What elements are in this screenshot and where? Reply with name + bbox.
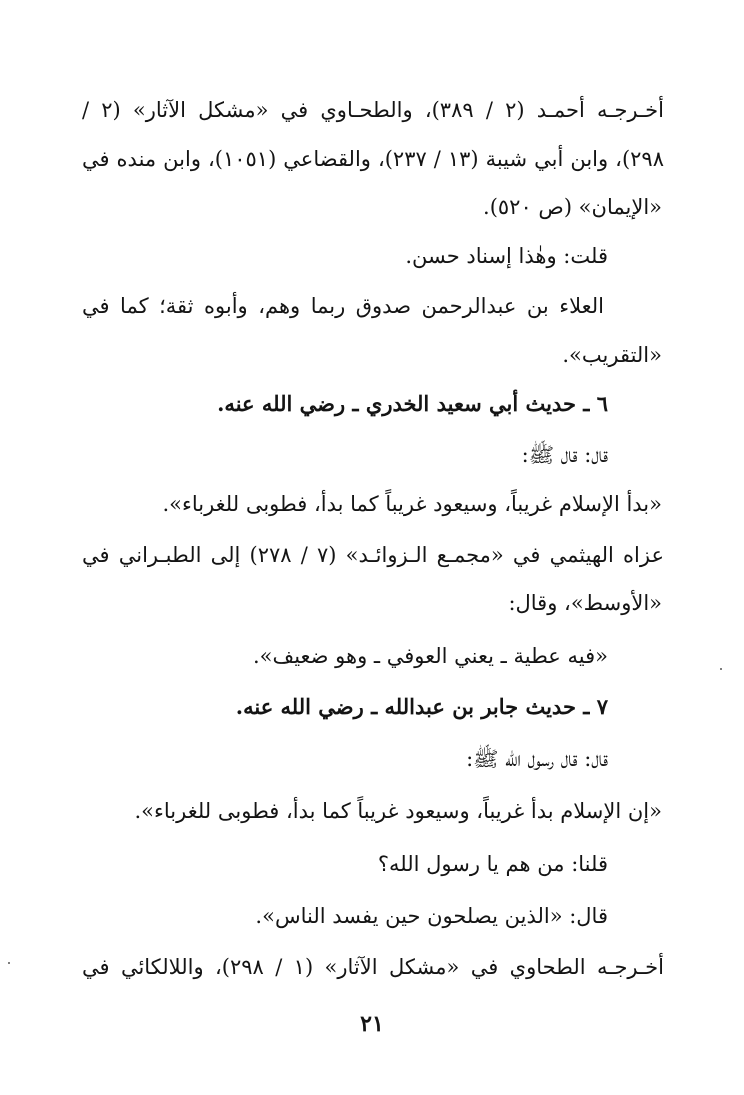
text-line: «التقريب».	[562, 343, 662, 367]
text-line: أخـرجـه أحمـد (٢ / ٣٨٩)، والطحـاوي في «مشكل الآثار» (٢ /	[82, 98, 664, 122]
text-line: عزاه الهيثمي في «مجمـع الـزوائـد» (٧ / ٢٧٨) إلى الطبـراني في	[82, 543, 665, 567]
hadith-text: «إن الإسلام بدأ غريباً، وسيعود غريباً كما بدأ، فطوبى للغرباء».	[134, 799, 662, 823]
text-line: «الأوسط»، وقال:	[508, 591, 662, 615]
scan-speck	[720, 668, 722, 670]
text-line: ٢٩٨)، وابن أبي شيبة (١٣ / ٢٣٧)، والقضاعي (١٠٥١)، وابن منده في	[82, 147, 664, 171]
text-line: العلاء بن عبدالرحمن صدوق ربما وهم، وأبوه ثقة؛ كما في	[82, 294, 604, 318]
text-line: «فيه عطية ـ يعني العوفي ـ وهو ضعيف».	[252, 644, 608, 668]
text-line: قال: «الذين يصلحون حين يفسد الناس».	[255, 904, 608, 928]
hadith-text: «بدأ الإسلام غريباً، وسيعود غريباً كما بدأ، فطوبى للغرباء».	[162, 492, 662, 516]
text-line: أخـرجـه الطحاوي في «مشكل الآثار» (١ / ٢٩٨)، واللالكائي في	[82, 955, 664, 979]
text-line: قال: قال ﷺ:	[521, 443, 608, 467]
text-line: قال: قال رسول الله ﷺ:	[466, 747, 608, 771]
text-line: «الإيمان» (ص ٥٢٠).	[483, 195, 662, 219]
section-heading: ٦ ـ حديث أبي سعيد الخدري ـ رضي الله عنه.	[217, 391, 608, 416]
text-line: قلت: وهٰذا إسناد حسن.	[405, 244, 608, 268]
scan-speck	[8, 962, 10, 964]
page-number: ٢١	[360, 1011, 384, 1037]
text-line: قلنا: من هم يا رسول الله؟	[377, 852, 608, 876]
section-heading: ٧ ـ حديث جابر بن عبدالله ـ رضي الله عنه.	[235, 694, 608, 719]
